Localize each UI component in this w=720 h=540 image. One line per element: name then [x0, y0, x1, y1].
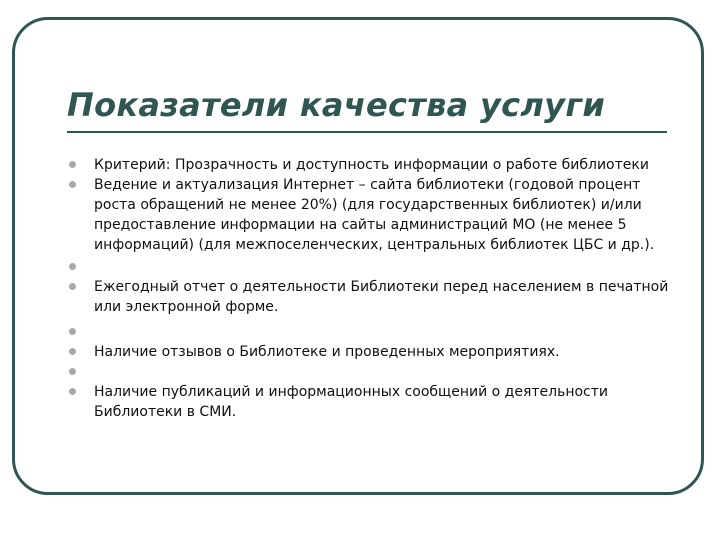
- bullet-text: Ежегодный отчет о деятельности Библиотеки перед населением в печатной или электронной форме.: [94, 279, 669, 315]
- bullet-dot-icon: [69, 263, 76, 270]
- bullet-item-criterion: [64, 155, 674, 175]
- bullet-list: [64, 155, 674, 422]
- bullet-item-empty: [64, 322, 674, 342]
- title-underline: [67, 131, 667, 133]
- bullet-text: Наличие публикаций и информационных сообщений о деятельности Библиотеки в СМИ.: [94, 384, 609, 420]
- bullet-dot-icon: [69, 328, 76, 335]
- bullet-item-empty: [64, 257, 674, 277]
- bullet-item-empty: [64, 362, 674, 382]
- slide-title: Показатели качества услуги: [67, 86, 606, 124]
- bullet-text: Ведение и актуализация Интернет – сайта библиотеки (годовой процент роста обращений не менее 20%) (для государственных библиотек) и/или предоставление информации на сайты администраций МО (не менее 5 информаций) (для межпоселенческих, центральных библиотек ЦБС и др.).: [94, 177, 655, 253]
- bullet-item-publications: [64, 382, 674, 422]
- bullet-dot-icon: [69, 283, 76, 290]
- bullet-dot-icon: [69, 181, 76, 188]
- bullet-item-website: [64, 175, 674, 255]
- bullet-text: Критерий: Прозрачность и доступность информации о работе библиотеки: [94, 157, 649, 173]
- bullet-dot-icon: [69, 348, 76, 355]
- bullet-item-annual-report: [64, 277, 674, 317]
- bullet-dot-icon: [69, 368, 76, 375]
- bullet-item-reviews: [64, 342, 674, 362]
- bullet-dot-icon: [69, 388, 76, 395]
- bullet-text: Наличие отзывов о Библиотеке и проведенных мероприятиях.: [94, 344, 560, 360]
- bullet-dot-icon: [69, 161, 76, 168]
